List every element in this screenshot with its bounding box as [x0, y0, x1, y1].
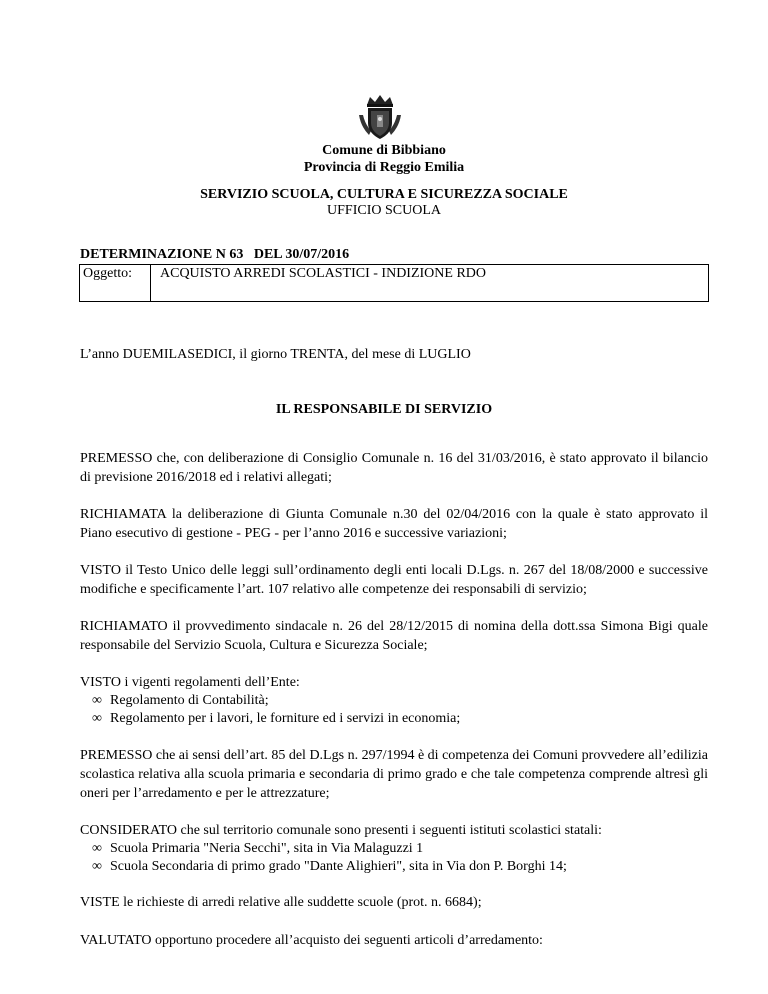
- paragraph-considerato: CONSIDERATO che sul territorio comunale sono presenti i seguenti istituti scolastici statali:: [80, 823, 602, 838]
- paragraph-visto-1: VISTO il Testo Unico delle leggi sull’ordinamento degli enti locali D.Lgs. n. 267 del 18/08/2000 e successive modifiche e specificamente l’art. 107 relativo alle competenze dei responsabili di servizio;: [80, 563, 708, 597]
- determinazione-number: DETERMINAZIONE N 63 DEL 30/07/2016: [80, 247, 350, 262]
- list-item: ∞ Scuola Secondaria di primo grado "Dante Alighieri", sita in Via don P. Borghi 14;: [92, 859, 567, 874]
- paragraph-richiamata: RICHIAMATA la deliberazione di Giunta Comunale n.30 del 02/04/2016 con la quale è stato approvato il Piano esecutivo di gestione - PEG - per l’anno 2016 e successive variazioni;: [80, 507, 708, 541]
- provincia-name: Provincia di Reggio Emilia: [303, 160, 465, 175]
- ufficio-title: UFFICIO SCUOLA: [327, 203, 441, 218]
- paragraph-visto-2: VISTO i vigenti regolamenti dell’Ente:: [80, 675, 300, 690]
- oggetto-value: ACQUISTO ARREDI SCOLASTICI - INDIZIONE RDO: [160, 266, 487, 281]
- paragraph-richiamato: RICHIAMATO il provvedimento sindacale n. 26 del 28/12/2015 di nomina della dott.ssa Simona Bigi quale responsabile del Servizio Scuola, Cultura e Sicurezza Sociale;: [80, 619, 708, 653]
- paragraph-premesso-1: PREMESSO che, con deliberazione di Consiglio Comunale n. 16 del 31/03/2016, è stato approvato il bilancio di previsione 2016/2018 ed i relativi allegati;: [80, 451, 708, 485]
- list-item: ∞ Regolamento per i lavori, le forniture ed i servizi in economia;: [92, 711, 461, 726]
- servizio-title: SERVIZIO SCUOLA, CULTURA E SICUREZZA SOCIALE: [200, 187, 568, 202]
- oggetto-label: Oggetto:: [83, 266, 132, 281]
- intro-line: L’anno DUEMILASEDICI, il giorno TRENTA, del mese di LUGLIO: [80, 347, 471, 362]
- bullet-icon: ∞: [92, 711, 102, 726]
- oggetto-table: [79, 264, 709, 302]
- list-item: ∞ Scuola Primaria "Neria Secchi", sita in Via Malaguzzi 1: [92, 841, 424, 856]
- bullet-icon: ∞: [92, 859, 102, 874]
- coat-of-arms-icon: [355, 93, 405, 143]
- list-item: ∞ Regolamento di Contabilità;: [92, 693, 269, 708]
- comune-name: Comune di Bibbiano: [322, 143, 446, 158]
- bullet-icon: ∞: [92, 693, 102, 708]
- section-title: IL RESPONSABILE DI SERVIZIO: [275, 402, 493, 417]
- paragraph-premesso-2: PREMESSO che ai sensi dell’art. 85 del D.Lgs n. 297/1994 è di competenza dei Comuni provvedere all’edilizia scolastica relativa alla scuola primaria e secondaria di primo grado e che tale competenza comprende altresì gli oneri per l’arredamento e per le attrezzature;: [80, 748, 708, 801]
- paragraph-valutato: VALUTATO opportuno procedere all’acquisto dei seguenti articoli d’arredamento:: [80, 933, 543, 948]
- paragraph-viste: VISTE le richieste di arredi relative alle suddette scuole (prot. n. 6684);: [80, 895, 482, 910]
- bullet-icon: ∞: [92, 841, 102, 856]
- oggetto-divider: [150, 265, 151, 301]
